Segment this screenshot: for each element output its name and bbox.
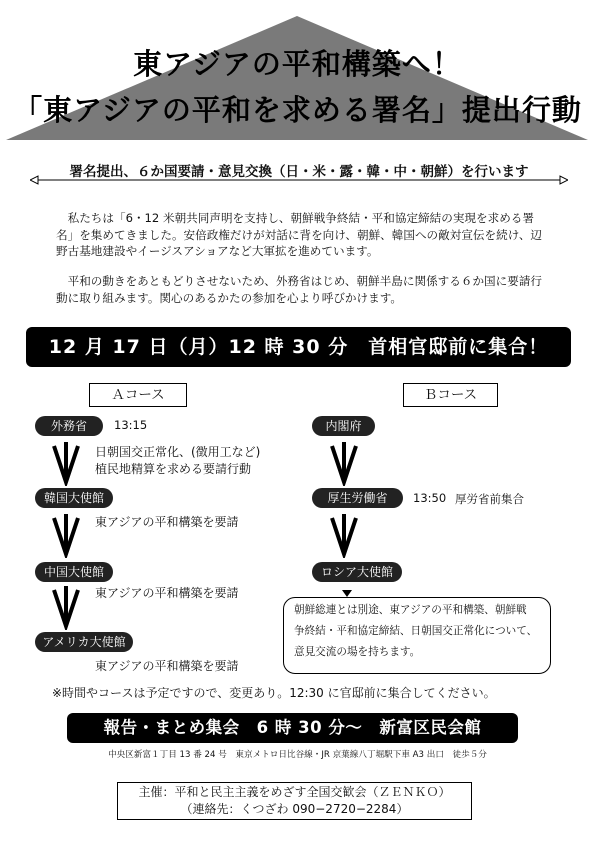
course-a-stop-foreign-ministry: 外務省 — [35, 416, 103, 436]
sponsor-contact: （連絡先：くつざわ 090−2720−2284） — [180, 802, 409, 816]
venue-address: 中央区新富１丁目 13 番 24 号 東京メトロ日比谷線・JR 京葉線八丁堀駅下車 A3 出口 徒歩５分 — [108, 750, 487, 760]
course-a-desc1-line2: 植民地精算を求める要請行動 — [95, 462, 252, 476]
report-meeting-banner: 報告・まとめ集会 6 時 30 分〜 新富区民会館 — [67, 713, 518, 743]
course-b-meeting-note: 厚労省前集合 — [455, 492, 524, 506]
subtitle: 署名提出、６か国要請・意見交換（日・米・露・韓・中・朝鮮）を行います — [69, 164, 529, 180]
course-b-time: 13:50 — [413, 491, 447, 505]
course-b-info-box — [283, 597, 551, 674]
course-a-desc4: 東アジアの平和構築を要請 — [95, 659, 239, 673]
course-b-box-line2: 争終結・平和協定締結、日朝国交正常化について、 — [294, 625, 538, 637]
intro-paragraph-1: 私たちは「6・12 米朝共同声明を支持し、朝鮮戦争終結・平和協定締結の実現を求める署名」を集めてきました。安倍政権だけが対話に背を向け、朝鮮、韓国への敵対宣伝を続け、辺野古基地建設やイージスアショアなど大軍拡を進めています。 — [56, 211, 543, 258]
course-a-desc3: 東アジアの平和構築を要請 — [95, 586, 239, 600]
subtitle-row — [30, 158, 568, 188]
course-a-time: 13:15 — [114, 418, 148, 432]
arrow-down-icon — [48, 586, 84, 630]
assembly-banner: 12 月 17 日（月）12 時 30 分 首相官邸前に集合！ — [26, 327, 571, 367]
course-a-stop-china-embassy: 中国大使館 — [35, 562, 113, 582]
course-b-stop-cabinet-office: 内閣府 — [312, 416, 375, 436]
schedule-caution: ※時間やコースは予定ですので、変更あり。12:30 に官邸前に集合してください。 — [52, 686, 496, 700]
course-a-header: Ａコース — [89, 383, 187, 407]
course-b-stop-mhlw: 厚生労働省 — [312, 488, 403, 508]
course-a-desc2: 東アジアの平和構築を要請 — [95, 515, 239, 529]
arrow-down-icon — [48, 514, 84, 558]
course-b-box-line1: 朝鮮総連とは別途、東アジアの平和構築、朝鮮戦 — [294, 604, 527, 616]
sponsor-line1: 主催：平和と民主主義をめざす全国交歓会（ＺＥＮＫＯ） — [138, 785, 451, 799]
course-b-header: Ｂコース — [403, 383, 498, 407]
sponsor-box — [117, 782, 472, 820]
title-line2: 「東アジアの平和を求める署名」提出行動 — [13, 93, 582, 127]
course-a-stop-us-embassy: アメリカ大使館 — [35, 632, 133, 652]
course-a-stop-korea-embassy: 韓国大使館 — [35, 488, 113, 508]
arrow-down-icon — [326, 514, 362, 558]
arrow-down-icon — [48, 442, 84, 486]
title-line1: 東アジアの平和構築へ！ — [133, 47, 462, 81]
course-b-stop-russia-embassy: ロシア大使館 — [312, 562, 402, 582]
course-a-desc1-line1: 日朝国交正常化、(徴用工など) — [95, 445, 261, 459]
course-b-box-line3: 意見交流の場を持ちます。 — [294, 646, 421, 658]
intro-paragraph-2: 平和の動きをあともどりさせないため、外務省はじめ、朝鮮半島に関係する６か国に要請行動に取り組みます。関心のあるかたの参加を心より呼びかけます。 — [56, 274, 543, 305]
arrow-down-icon — [326, 442, 362, 486]
